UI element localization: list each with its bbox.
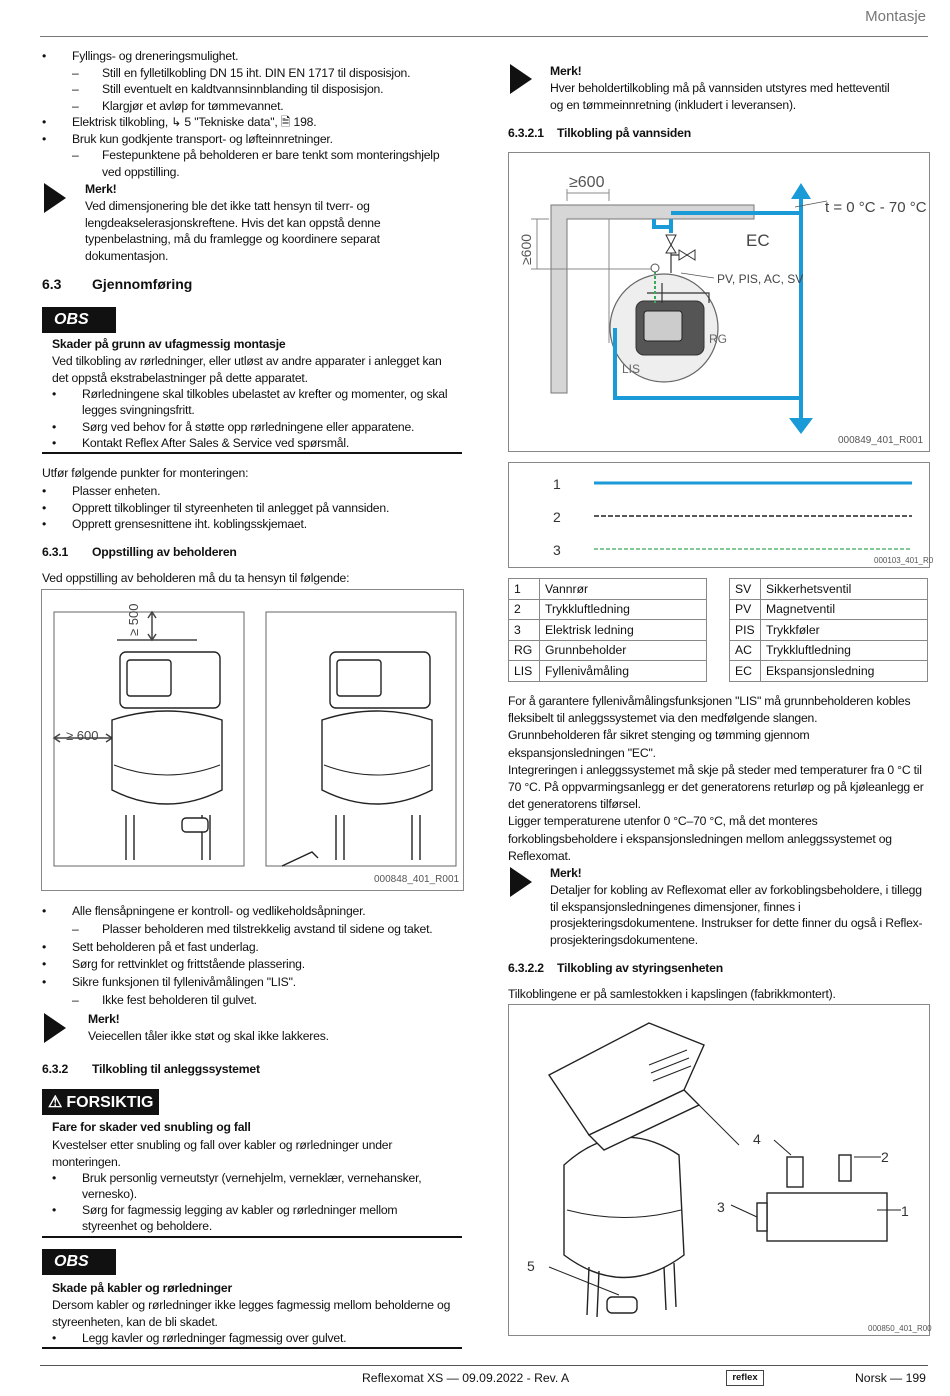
line-label-2: 2: [553, 509, 561, 525]
legend-value: Trykkluftledning: [761, 640, 928, 661]
text-line: det oppstå ekstrabelastninger på dette apparatet.: [52, 370, 308, 385]
sub-item: – Ikke fest beholderen til gulvet.: [102, 992, 257, 1009]
bullet-item: • Sørg for fagmessig legging av kabler og rørledninger mellom: [82, 1202, 397, 1219]
note-title: Merk!: [85, 182, 117, 196]
obs-title: Skader på grunn av ufagmessig montasje: [52, 337, 286, 351]
legend-key: SV: [730, 579, 761, 600]
lis-label: LIS: [622, 362, 641, 376]
legend-value: Trykkluftledning: [540, 599, 707, 620]
text-line: styreenheten, kan de bli skadet.: [52, 1314, 218, 1329]
callout-2: 2: [881, 1149, 889, 1165]
sub-item: – Plasser beholderen med tilstrekkelig avstand til sidene og taket.: [102, 921, 432, 938]
text-line: monteringen.: [52, 1154, 121, 1169]
bullet-item: • Alle flensåpningene er kontroll- og vedlikeholdsåpninger.: [72, 903, 366, 920]
vessel-setup-illustration: [42, 590, 463, 890]
legend-value: Magnetventil: [761, 599, 928, 620]
bullet-item: • Rørledningene skal tilkobles ubelastet av krefter og momenter, og skal: [82, 386, 447, 403]
footer-page: — 199: [890, 1371, 926, 1385]
callout-5: 5: [527, 1258, 535, 1274]
legend-value: Ekspansjonsledning: [761, 661, 928, 682]
legend-value: Vannrør: [540, 579, 707, 600]
callout-1: 1: [901, 1203, 909, 1219]
rg-label: RG: [709, 332, 727, 346]
legend-row: [730, 661, 928, 682]
control-unit-illustration: [509, 1005, 929, 1335]
legend-value: Trykkføler: [761, 620, 928, 641]
reflex-logo: reflex: [726, 1370, 764, 1386]
subsection-title: Oppstilling av beholderen: [92, 545, 237, 559]
warning-triangle-icon: ⚠: [48, 1094, 63, 1111]
paragraph-line: fleksibelt til anleggssystemet via den medfølgende slangen.: [508, 711, 818, 726]
figure-caption: 000848_401_R001: [374, 874, 460, 885]
dim-side-label: ≥ 600: [66, 728, 99, 743]
legend-key: 1: [509, 579, 540, 600]
text-line: Detaljer for kobling av Reflexomat eller av forkoblingsbeholdere, i tillegg: [550, 883, 922, 897]
legend-key: 3: [509, 620, 540, 641]
bullet-item: • Sørg for rettvinklet og frittstående plassering.: [72, 956, 305, 973]
text-line: Veiecellen tåler ikke støt og skal ikke lakkeres.: [88, 1029, 329, 1043]
text-line: Ved tilkobling av rørledninger, eller utløst av andre apparater i anlegget kan: [52, 354, 442, 368]
step-item: • Opprett tilkoblinger til styreenheten til anlegget på vannsiden.: [72, 500, 389, 517]
bullet-cont: legges svingningsfritt.: [82, 403, 195, 417]
legend-key: EC: [730, 661, 761, 682]
legend-value: Fyllenivåmåling: [540, 661, 707, 682]
note-title: Merk!: [550, 866, 582, 880]
text-line: Dersom kabler og rørledninger ikke legges fagmessig mellom beholderne og: [52, 1298, 451, 1312]
figure-water-connection: [508, 152, 930, 452]
figure-caption: 000103_401_R0: [874, 556, 934, 565]
paragraph-line: Grunnbeholderen får sikret stenging og tømming gjennom: [508, 728, 810, 743]
text-line: Kvestelser etter snubling og fall over kabler og rørledninger under: [52, 1138, 393, 1152]
step-item: • Plasser enheten.: [72, 483, 160, 500]
legend-key: PV: [730, 599, 761, 620]
note-arrow-icon: [510, 64, 532, 94]
obs-badge: OBS: [42, 1249, 116, 1275]
legend-table-left: [508, 578, 707, 682]
legend-row: [509, 640, 707, 661]
sub-item-cont: ved oppstilling.: [102, 164, 180, 179]
obs-rule: [42, 452, 462, 454]
bullet-item: • Fyllings- og dreneringsmulighet.: [72, 48, 238, 65]
paragraph-line: For å garantere fyllenivåmålingsfunksjonen "LIS" må grunnbeholderen kobles: [508, 694, 911, 708]
subsection-title: Tilkobling til anleggssystemet: [92, 1062, 260, 1076]
note-title: Merk!: [550, 64, 582, 78]
subsection-title: Tilkobling på vannsiden: [557, 126, 691, 140]
figure-line-types: [508, 462, 930, 568]
header-rule: [40, 36, 928, 37]
bullet-cont: vernesko).: [82, 1187, 137, 1201]
legend-table-right: [729, 578, 928, 682]
obs-badge: OBS: [42, 307, 116, 333]
legend-row: [509, 579, 707, 600]
text-line: prosjekteringsdokumentene. Instrukser for dette finner du også i Reflex-: [550, 916, 923, 931]
sub-item: – Klargjør et avløp for tømmevannet.: [102, 98, 284, 115]
text-line: og en tømmeinnretning (inkludert i leveransen).: [550, 97, 796, 112]
section-title: Gjennomføring: [92, 276, 193, 292]
paragraph: Ved oppstilling av beholderen må du ta hensyn til følgende:: [42, 571, 350, 585]
bullet-item: • Bruk personlig verneutstyr (vernehjelm, verneklær, vernehansker,: [82, 1170, 421, 1187]
footer-rule: [40, 1365, 928, 1366]
paragraph-line: ekspansjonsledningen "EC".: [508, 745, 656, 760]
paragraph-line: Ligger temperaturene utenfor 0 °C–70 °C, må det monteres: [508, 814, 818, 829]
text-line: Ved dimensjonering ble det ikke tatt hensyn til tverr- og: [85, 199, 370, 213]
legend-value: Elektrisk ledning: [540, 620, 707, 641]
paragraph-line: det generatorens tilførsel.: [508, 797, 641, 812]
bullet-item: • Legg kavler og rørledninger fagmessig over gulvet.: [82, 1330, 346, 1347]
legend-row: [730, 599, 928, 620]
dim-side-label: ≥600: [518, 233, 534, 265]
subsection-number: 6.3.2.2: [508, 961, 544, 975]
note-arrow-icon: [44, 183, 66, 213]
subsection-number: 6.3.2.1: [508, 126, 544, 140]
figure-caption: 000849_401_R001: [838, 435, 924, 446]
text-line: dokumentasjon.: [85, 249, 169, 264]
paragraph-line: 70 °C. På oppvarmingsanlegg er det generatorens returløp og på kjøleanlegg er: [508, 780, 924, 794]
bullet-item: • Sørg ved behov for å støtte opp rørledningene eller apparatene.: [82, 419, 414, 436]
line-label-3: 3: [553, 542, 561, 558]
footer-language: Norsk: [855, 1371, 887, 1385]
section-header: Montasje: [865, 8, 926, 25]
paragraph-line: Integreringen i anleggssystemet må skje på steder med temperaturer fra 0 °C til: [508, 762, 922, 777]
note-title: Merk!: [88, 1012, 120, 1026]
legend-row: [509, 599, 707, 620]
text-line: typenbelastning, må du framlegge og koordinere separat: [85, 232, 380, 247]
legend-key: PIS: [730, 620, 761, 641]
legend-key: RG: [509, 640, 540, 661]
legend-key: LIS: [509, 661, 540, 682]
bullet-item: • Sett beholderen på et fast underlag.: [72, 939, 259, 956]
valves-label: PV, PIS, AC, SV: [717, 272, 804, 286]
bullet-item: • Elektrisk tilkobling, ↳ 5 "Tekniske data", 🗎 198.: [72, 114, 316, 131]
legend-row: [730, 620, 928, 641]
bullet-item: • Kontakt Reflex After Sales & Service ved spørsmål.: [82, 435, 349, 452]
callout-4: 4: [753, 1131, 761, 1147]
callout-3: 3: [717, 1199, 725, 1215]
paragraph-line: forkoblingsbeholdere i ekspansjonsledningen mellom anleggssystemet og: [508, 831, 892, 846]
caution-label: FORSIKTIG: [66, 1094, 154, 1111]
paragraph: Tilkoblingene er på samlestokken i kapslingen (fabrikkmontert).: [508, 987, 836, 1001]
legend-value: Sikkerhetsventil: [761, 579, 928, 600]
temperature-label: t = 0 °C - 70 °C: [825, 199, 927, 216]
caution-badge: [42, 1089, 159, 1115]
obs-rule: [42, 1347, 462, 1349]
bullet-item: • Sikre funksjonen til fyllenivåmålingen "LIS".: [72, 974, 296, 991]
legend-row: [509, 620, 707, 641]
note-arrow-icon: [510, 867, 532, 897]
text-line: Hver beholdertilkobling må på vannsiden utstyres med hetteventil: [550, 81, 890, 95]
caution-rule: [42, 1236, 462, 1238]
line-types-illustration: [509, 463, 929, 567]
text-line: prosjekteringsdokumentene.: [550, 932, 698, 947]
text-line: lengdeakselerasjonskreftene. Hvis det kan oppstå denne: [85, 215, 381, 230]
sub-item: – Festepunktene på beholderen er bare tenkt som monteringshjelp: [102, 147, 439, 164]
bullet-item: • Bruk kun godkjente transport- og løfteinnretninger.: [72, 131, 333, 148]
legend-key: AC: [730, 640, 761, 661]
obs-title: Skade på kabler og rørledninger: [52, 1281, 233, 1295]
figure-control-unit: [508, 1004, 930, 1336]
note-arrow-icon: [44, 1013, 66, 1043]
caution-title: Fare for skader ved snubling og fall: [52, 1120, 251, 1134]
footer-doc: Reflexomat XS — 09.09.2022 - Rev. A: [362, 1371, 570, 1385]
subsection-title: Tilkobling av styringsenheten: [557, 961, 723, 975]
bullet-cont: styreenhet og beholdere.: [82, 1219, 213, 1233]
dim-top-label: ≥600: [569, 174, 605, 191]
water-connection-illustration: [509, 153, 929, 451]
subsection-number: 6.3.1: [42, 545, 69, 559]
figure-caption: 000850_401_R00: [868, 1324, 932, 1333]
section-number: 6.3: [42, 276, 62, 292]
steps-intro: Utfør følgende punkter for monteringen:: [42, 466, 249, 480]
legend-key: 2: [509, 599, 540, 620]
text-line: til ekspansjonsledningenes dimensjoner, finnes i: [550, 899, 801, 914]
ec-label: EC: [746, 231, 770, 250]
legend-row: [730, 579, 928, 600]
legend-row: [509, 661, 707, 682]
figure-vessel-setup: [41, 589, 464, 891]
step-item: • Opprett grensesnittene iht. koblingsskjemaet.: [72, 516, 307, 533]
paragraph-line: Reflexomat.: [508, 848, 571, 863]
line-label-1: 1: [553, 476, 561, 492]
sub-item: – Still en fylletilkobling DN 15 iht. DIN EN 1717 til disposisjon.: [102, 65, 410, 82]
sub-item: – Still eventuelt en kaldtvannsinnblanding til disposisjon.: [102, 81, 383, 98]
dim-top-label: ≥ 500: [126, 603, 141, 636]
legend-value: Grunnbeholder: [540, 640, 707, 661]
subsection-number: 6.3.2: [42, 1062, 69, 1076]
legend-row: [730, 640, 928, 661]
